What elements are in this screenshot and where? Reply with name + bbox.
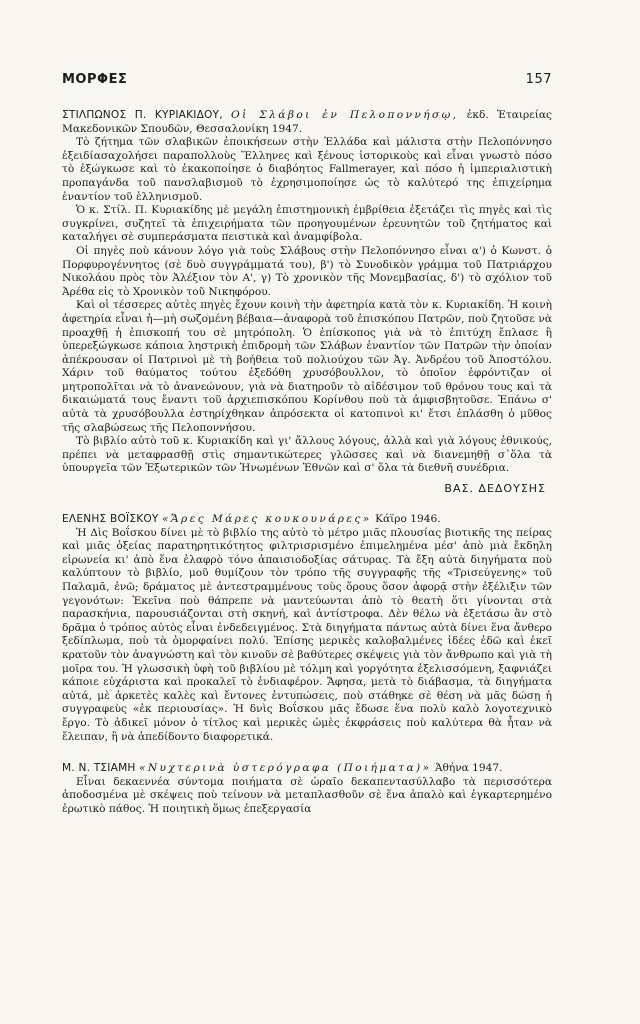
review-paragraph: Τὸ βιβλίο αὐτὸ τοῦ κ. Κυριακίδη καὶ γι' ἄλλους λόγους, ἀλλὰ καὶ γιὰ λόγους ἐθνικούς, πρέπει νὰ μεταφρασθῇ στὶς σημαντικώτερες γλῶσσες καὶ νὰ διανεμηθῇ σ᾽ὅλα τὰ ὑπουργεῖα τῶν Ἐξωτερικῶν τῶν Ἡνωμένων Ἐθνῶν καὶ σ' ὅλα τὰ διεθνῆ συνέδρια. <box>62 435 552 475</box>
review-paragraph: Τὸ ζήτημα τῶν σλαβικῶν ἐποικήσεων στὴν Ἑλλάδα καὶ μάλιστα στὴν Πελοπόννησο ἐξειδίασαχολήσει παραπολλοὺς Ἕλληνες καὶ ξένους ἱστορικοὺς καὶ εἶναι γνωστὸ πόσο τὸ ἐξώγκωσε καὶ τὸ ἐκακοποίησε ὁ διαβόητος Fallmerayer, καὶ πόσο ἡ ἰμπεριαλιστικὴ προπαγάνδα τοῦ πανσλαβισμοῦ τὸ ἐχρησιμοποίησε ὡς τὸ καλύτερό της ἐπιχείρημα ἐναντίον τοῦ ἑλληνισμοῦ. <box>62 136 552 203</box>
review-kyriakidis <box>62 109 552 495</box>
reviewed-work-title: «Νυχτερινὰ ὑστερόγραφα (Ποιήματα)» <box>138 762 432 775</box>
review-paragraph: Οἱ πηγὲς ποὺ κάνουν λόγο γιὰ τοὺς Σλάβους στὴν Πελοπόννησο εἶναι α') ὁ Κωνστ. ὁ Πορφυρογέννητος (σὲ δυὸ συγγράμματά του), β') τὸ Συνοδικὸν γράμμα τοῦ Πατριάρχου Νικολάου πρὸς τὸν Ἀλέξιον τὸν Α', γ) Τὸ χρονικὸν τῆς Μονεμβασίας, δ') τὸ σχόλιον τοῦ Ἀρέθα εἰς τὸ Χρονικὸν τοῦ Νικηφόρου. <box>62 244 552 298</box>
review-heading <box>62 513 552 527</box>
review-heading <box>62 109 552 136</box>
reviewed-author: ΕΛΕΝΗΣ ΒΟΪΣΚΟΥ <box>62 513 159 526</box>
review-voiskou <box>62 513 552 744</box>
reviewed-author: ΣΤΙΛΠΩΝΟΣ Π. ΚΥΡΙΑΚΙΔΟΥ, <box>62 109 223 121</box>
review-paragraph: Ἡ Δὶς Βοΐσκου δίνει μὲ τὸ βιβλίο της αὐτὸ τὸ μέτρο μιᾶς πλουσίας βιοτικῆς της πείρας καὶ μιᾶς ὀξείας παρατηρητικότητος φιλτρισρισμένο ἐπιμελημένα μέσ' ἀπὸ μιὰ ἔκδηλη εἰρωνεία κι' ἀπὸ ἕνα ἐλαφρὸ τόνο ἀπαισιοδοξίας σάτυρας. Τὰ ἔξη αὐτὰ διηγήματα ποὺ καλύπτουν τὸ βιβλίο, μοῦ θυμίζουν τὸν τρόπο τῆς συγγραφῆς τῆς «Τρισεύγενης» τοῦ Παλαμᾶ, ἐνῶ; δράματος μὲ ἀντεστραμμένους τοὺς ὅρους ὅσον ἀφορᾷ στὴν ἐξέλιξιν τῶν γεγονότων: Ἐκεῖνα ποὺ θάπρεπε νὰ μαντεύωνται ἀπὸ τὸ θεατὴ ὅτι γίνονται στὰ παρασκήνια, παρουσιάζονται στὴ σκηνή, καὶ ἀντίστροφα. Δὲν θέλω νὰ ἐξετάσω ἂν στὸ δρᾶμα ὁ τρόπος αὐτὸς εἶναι ἐνδεδειγμένος. Στὰ διηγήματα πάντως αὐτὰ δίνει ἕνα ἄνθερο ξεδίπλωμα, ποὺ τὰ ὁμορφαίνει πολύ. Ἐπίσης μερικὲς καλοβαλμένες ἰδέες ἐδῶ καὶ ἐκεῖ κρατοῦν τὸν ἀναγνώστη καὶ τὸν κινοῦν σὲ βαθύτερες σκέψεις γιὰ τὸν ἄνθρωπο καὶ γιὰ τὴ μοῖρα του. Ἡ γλωσσικὴ ὑφὴ τοῦ βιβλίου μὲ τόλμη καὶ γοργότητα ἐξελισσόμενη, ξαφνιάζει κάποιε εὐχάριστα καὶ προκαλεῖ τὸ ἐνδιαφέρον. Ἄφησα, μετὰ τὸ διάβασμα, τὰ διηγήματα αὐτά, μὲ ἀρκετὲς καλὲς καὶ ἔντονες ἐντυπώσεις, ποὺ στάθηκε σὲ θέση νὰ μᾶς δώσῃ ἡ συγγραφεὺς «ἐκ περιουσίας». Ἡ δνὶς Βοΐσκου μᾶς ἔδωσε ἕνα πολὺ καλὸ λογοτεχνικὸ ἔργο. Τὸ ἀδικεῖ μόνον ὁ τίτλος καὶ μερικὲς ὠμὲς ἐκφράσεις ποὺ καλύτερα θὰ ἦταν νὰ ἔλειπαν, ἢ νὰ ἀπεδίδοντο διαφορετικά. <box>62 526 552 743</box>
reviewed-work-title: Οἱ Σλάβοι ἐν Πελοποννήσῳ, <box>231 109 459 121</box>
review-tsiami <box>62 762 552 816</box>
publication-info: Κάϊρο 1946. <box>375 513 441 526</box>
running-head <box>62 72 552 87</box>
review-paragraph: Εἶναι δεκαεννέα σύντομα ποιήματα σὲ ὡραῖο δεκαπεντασύλλαβο τὰ περισσότερα ἀποδοσμένα μὲ σκέψεις ποὺ τείνουν νὰ μεταπλασθοῦν σὲ ἕνα ἁπαλὸ καὶ ἐγκαρτερημένο ἐρωτικὸ πάθος. Ἡ ποιητικὴ ὅμως ἐπεξεργασία <box>62 775 552 815</box>
publication-info: ἐκδ. Ἑταιρείας Μακεδονικῶν Σπουδῶν, Θεσσαλονίκη 1947. <box>62 109 552 135</box>
reviewed-work-title: «Ἄρες Μάρες κουκουνάρες» <box>161 513 372 526</box>
publication-info: Ἀθήνα 1947. <box>434 762 503 775</box>
reviewer-signature: ΒΑΣ. ΔΕΔΟΥΣΗΣ <box>444 482 546 496</box>
page-number: 157 <box>525 72 552 87</box>
review-paragraph: Καὶ οἱ τέσσερες αὐτὲς πηγὲς ἔχουν κοινὴ τὴν ἀφετηρία κατὰ τὸν κ. Κυριακίδη. Ἡ κοινὴ ἀφετηρία εἶναι ἡ—μὴ σωζομένη βέβαια—ἀναφορὰ τοῦ ἐπισκόπου Πατρῶν, ποὺ ζητοῦσε νὰ προαχθῇ ἡ ἐπισκοπή του σὲ μητρόπολη. Ὁ ἐπίσκοπος γιὰ νὰ τὸ ἐπιτύχη ἔπλασε ἢ ὑπερεξώγκωσε κάποια ληστρικὴ ἐπιδρομὴ τῶν Σλάβων ἐναντίον τῶν Πατρῶν τὴν ὁποίαν ἀπέκρουσαν οἱ Πατρινοὶ μὲ τὴ βοήθεια τοῦ πολιούχου τῶν Ἀγ. Ἀνδρέου τοῦ Ἀποστόλου. Χάριν τοῦ θαύματος τούτου ἐξεδόθη χρυσόβουλλον, τὸ ὁποῖον ἐφρόντιζαν οἱ μητροπολῖται νὰ τὸ ἀνανεώνουν, γιὰ νὰ διατηροῦν τὸ αἰδέσιμον τοῦ θρόνου τους καὶ τὰ δικαιώματά τους ἔναντι τοῦ ἀρχιεπισκόπου Κορίνθου ποὺ τὰ ἀμφισβητοῦσε. Ἐπάνω σ' αὐτὰ τὰ χρυσόβουλλα ἐστηρίχθηκαν ἀπρόσεκτα οἱ κατοπινοὶ κι' ἔτσι ἐπλάσθη ὁ μῦθος τῆς σλαβώσεως τῆς Πελοποννήσου. <box>62 299 552 434</box>
review-paragraph: Ὁ κ. Στίλ. Π. Κυριακίδης μὲ μεγάλη ἐπιστημονικὴ ἐμβρίθεια ἐξετάζει τὶς πηγὲς καὶ τὶς συγκρίνει, συζητεῖ τὰ ἐπιχειρήματα τῶν προηγουμένων ἐρευνητῶν τοῦ ζητήματος καὶ καταλήγει σὲ συμπεράσματα πειστικὰ καὶ ἀναμφίβολα. <box>62 204 552 244</box>
reviewed-author: Μ. Ν. ΤΣΙΑΜΗ <box>62 762 136 775</box>
review-heading <box>62 762 552 776</box>
journal-title: ΜΟΡΦΕΣ <box>62 72 128 87</box>
